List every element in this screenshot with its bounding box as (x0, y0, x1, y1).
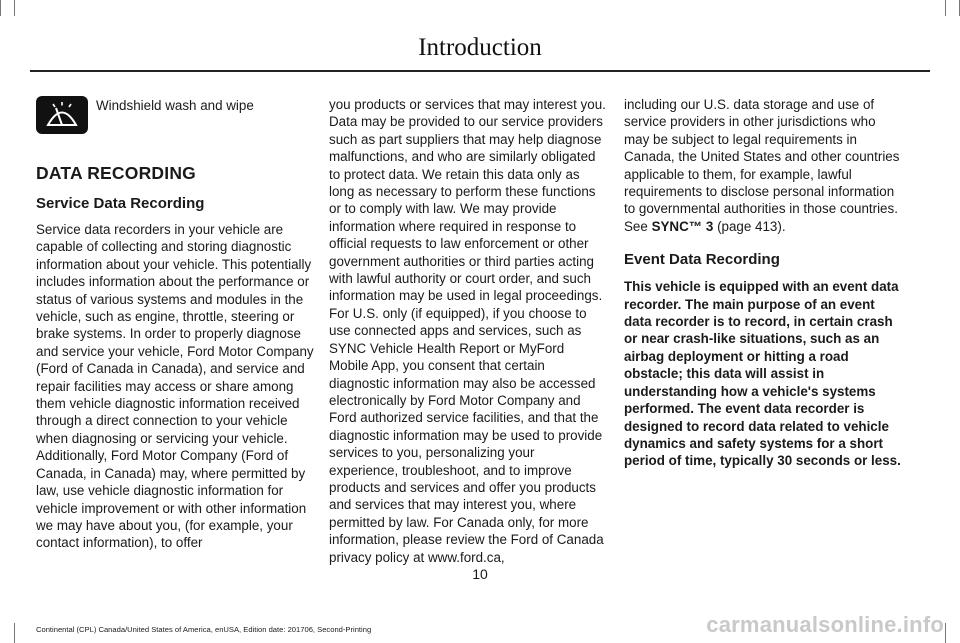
event-data-paragraph: This vehicle is equipped with an event data recorder. The main purpose of an event data recorder is to record, in certain crash or near crash-like situations, such as an airbag deployment or hitting a road obstacle; this data will assist in understanding how a vehicle's systems performed. The event data recorder is designed to record data related to vehicle dynamics and safety systems for a short period of time, typically 30 seconds or less. (624, 279, 901, 469)
page-number: 10 (472, 566, 488, 582)
paragraph-text: including our U.S. data storage and use of service providers in other jurisdictions who may be subject to legal requirements in Canada, the United States and other countries applicable to them, for example, lawful requirements to disclose personal information to governmental authorities in those countries. (624, 97, 900, 217)
crop-mark (0, 0, 1, 16)
header-rule (30, 70, 930, 72)
column-3 (624, 96, 902, 470)
body-paragraph: Service data recorders in your vehicle are capable of collecting and storing diagnostic information about your vehicle. This potentially includes information about the performance or status of various systems and modules in the vehicle, such as engine, throttle, steering or brake systems. In order to properly diagnose and service your vehicle, Ford Motor Company (Ford of Canada in Canada), and service and repair facilities may access or share among them vehicle diagnostic information received through a direct connection to your vehicle when diagnosing or servicing your vehicle. Additionally, Ford Motor Company (Ford of Canada, in Canada) may, where permitted by law, use vehicle diagnostic information for vehicle improvement or with other information we may have about you, (for example, your contact information), to offer (36, 222, 314, 551)
subsection-heading: Service Data Recording (36, 195, 205, 212)
body-paragraph: you products or services that may interest you. Data may be provided to our service providers such as part suppliers that may help diagnose malfunctions, and who are similarly obligated to protect data. We retain this data only as long as necessary to perform these functions or to comply with law. We may provide information where required in response to official requests to law enforcement or other government authorities or third parties acting with lawful authority or court order, and such information may be used in legal proceedings. For U.S. only (if equipped), if you choose to use connected apps and services, such as SYNC Vehicle Health Report or MyFord Mobile App, you consent that certain diagnostic information may also be accessed electronically by Ford Motor Company and Ford authorized service facilities, and that the diagnostic information may be used to provide services to you, personalizing your experience, troubleshoot, and to improve products and services and offer you products and services that may interest you, where permitted by law. For Canada only, for more information, please review the Ford of Canada privacy policy at www.ford.ca, (329, 97, 606, 565)
column-1 (36, 221, 314, 552)
section-heading: DATA RECORDING (36, 163, 196, 183)
event-data-heading: Event Data Recording (624, 251, 780, 269)
crop-mark (14, 623, 15, 643)
crop-mark (945, 623, 946, 643)
cross-reference-link[interactable]: SYNC™ 3 (651, 218, 714, 234)
watermark: carmanualsonline.info (706, 612, 944, 637)
icon-label: Windshield wash and wipe (96, 98, 254, 113)
windshield-wash-wipe-icon (36, 96, 88, 134)
column-2 (329, 96, 607, 566)
see-prefix: See (624, 218, 648, 234)
crop-mark (14, 0, 15, 16)
body-paragraph (624, 96, 902, 235)
footer-edition: Continental (CPL) Canada/United States of America, enUSA, Edition date: 201706, Second-Printing (36, 625, 372, 634)
crop-mark (945, 0, 946, 16)
page-title: Introduction (418, 34, 542, 61)
cross-reference-page: (page 413). (717, 218, 786, 234)
